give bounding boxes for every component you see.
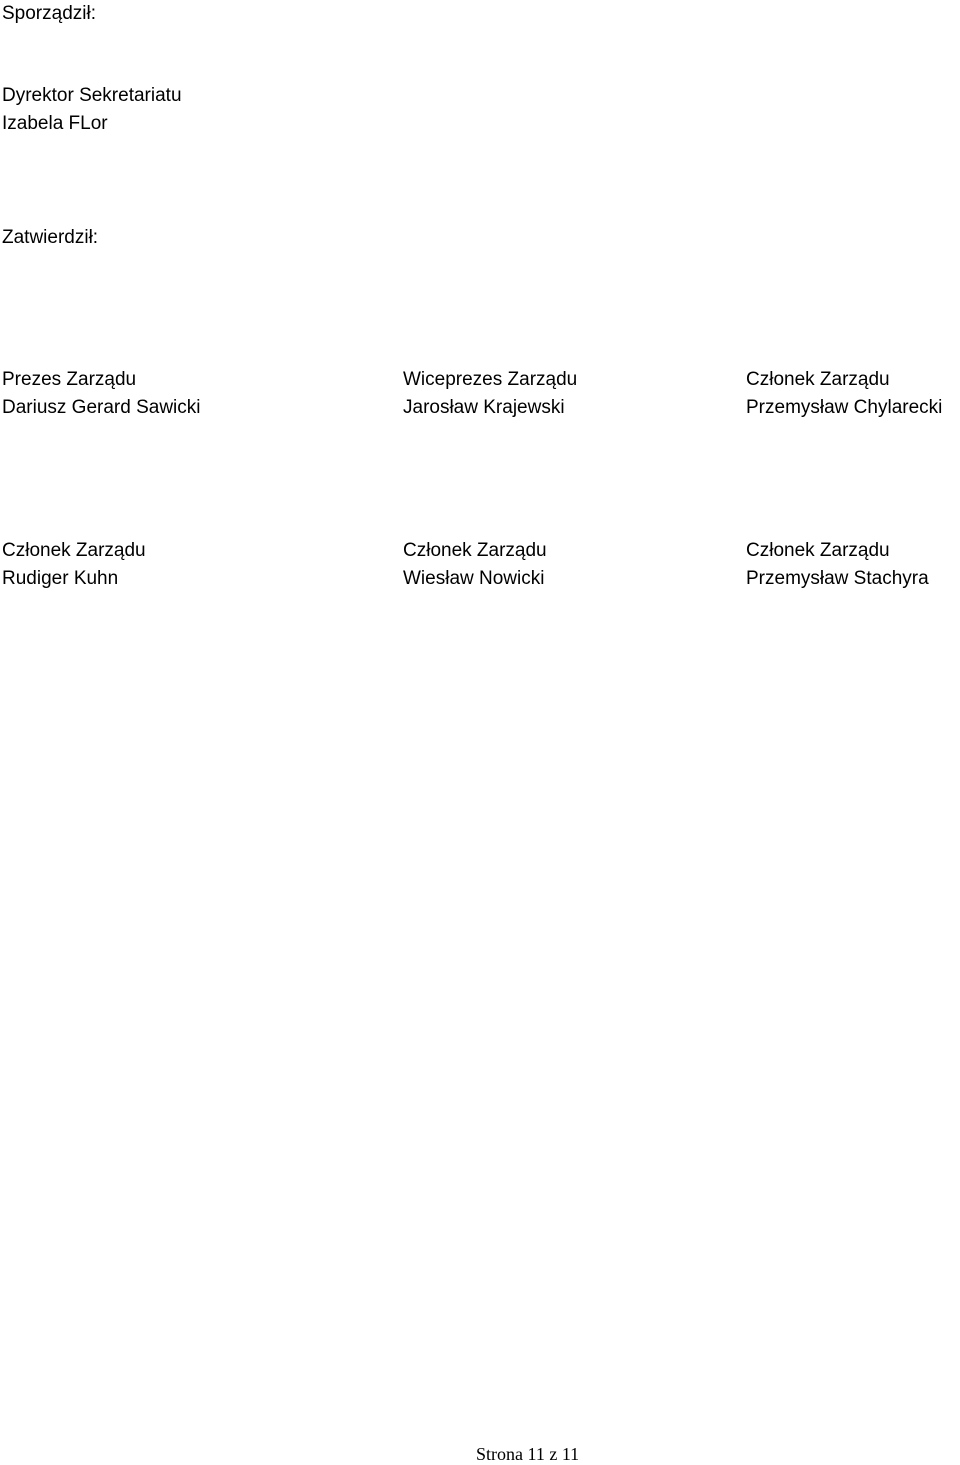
signatory-block xyxy=(746,366,942,422)
signatory-title: Wiceprezes Zarządu xyxy=(403,369,578,390)
prepared-title: Dyrektor Sekretariatu xyxy=(2,85,182,106)
approved-label: Zatwierdził: xyxy=(2,227,99,248)
signatory-name: Przemysław Stachyra xyxy=(746,568,929,589)
page-footer xyxy=(476,1443,579,1465)
signatory-block xyxy=(746,537,929,593)
signatory-title: Członek Zarządu xyxy=(2,540,146,561)
signatory-name: Dariusz Gerard Sawicki xyxy=(2,397,201,418)
signatory-block xyxy=(403,366,577,422)
signatory-block xyxy=(403,537,547,593)
signatory-block xyxy=(2,537,146,593)
signatory-title: Członek Zarządu xyxy=(403,540,547,561)
signatory-name: Wiesław Nowicki xyxy=(403,568,545,589)
signatory-title: Członek Zarządu xyxy=(746,540,890,561)
prepared-label: Sporządził: xyxy=(2,3,96,24)
signatory-name: Rudiger Kuhn xyxy=(2,568,119,589)
signatory-title: Prezes Zarządu xyxy=(2,369,137,390)
signatory-name: Jarosław Krajewski xyxy=(403,397,565,418)
page-number: Strona 11 z 11 xyxy=(476,1444,580,1464)
signatory-title: Członek Zarządu xyxy=(746,369,890,390)
signatory-name: Przemysław Chylarecki xyxy=(746,397,943,418)
signatory-block xyxy=(2,366,201,422)
prepared-name: Izabela FLor xyxy=(2,113,108,134)
